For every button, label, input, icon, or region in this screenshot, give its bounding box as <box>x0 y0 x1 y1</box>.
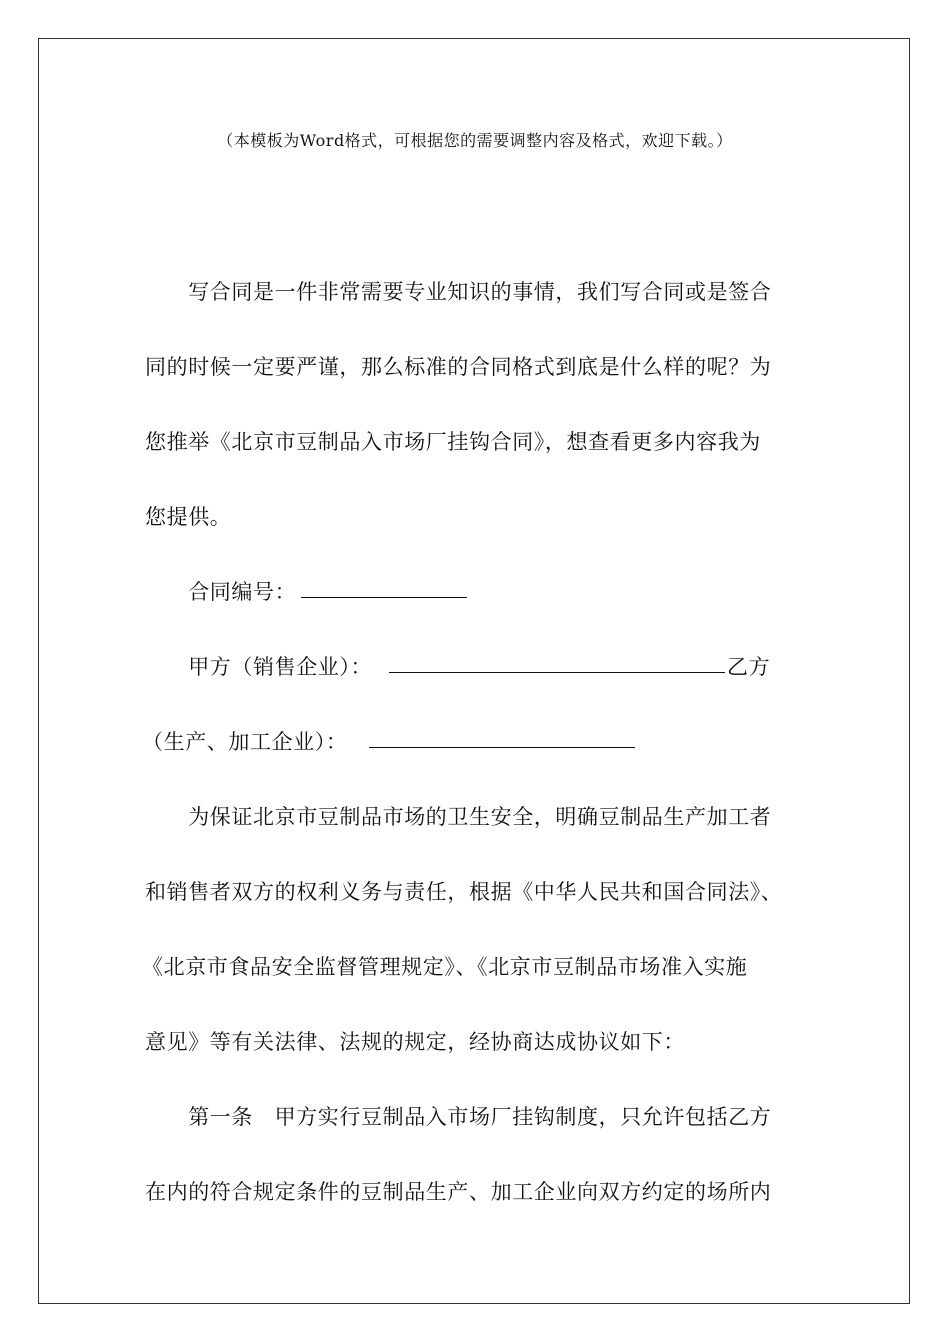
intro-line-4: 您提供。 <box>145 505 232 529</box>
party-a-blank[interactable] <box>389 672 725 673</box>
party-b-prefix: 乙方 <box>727 655 771 679</box>
body-line-4: 意见》等有关法律、法规的规定，经协商达成协议如下： <box>145 1030 685 1054</box>
intro-line-1: 写合同是一件非常需要专业知识的事情，我们写合同或是签合 <box>145 280 772 304</box>
body-line-3: 《北京市食品安全监督管理规定》、《北京市豆制品市场准入实施 <box>142 955 748 979</box>
party-b-blank[interactable] <box>369 747 635 748</box>
party-b-label: （生产、加工企业）： <box>142 730 348 754</box>
party-a-label: 甲方（销售企业）： <box>145 655 373 679</box>
contract-number-label: 合同编号： <box>145 580 297 604</box>
article-1-line-2: 在内的符合规定条件的豆制品生产、加工企业向双方约定的场所内 <box>145 1180 772 1204</box>
body-line-1: 为保证北京市豆制品市场的卫生安全，明确豆制品生产加工者 <box>145 805 772 829</box>
intro-line-2: 同的时候一定要严谨，那么标准的合同格式到底是什么样的呢？为 <box>145 355 772 379</box>
body-line-2: 和销售者双方的权利义务与责任，根据《中华人民共和国合同法》、 <box>145 880 783 904</box>
intro-line-3: 您推举《北京市豆制品入市场厂挂钩合同》，想查看更多内容我为 <box>145 430 761 454</box>
article-1-line-1: 第一条 甲方实行豆制品入市场厂挂钩制度，只允许包括乙方 <box>145 1105 772 1129</box>
template-notice: （本模板为Word格式，可根据您的需要调整内容及格式，欢迎下载。） <box>217 131 733 150</box>
contract-number-blank[interactable] <box>301 597 467 598</box>
